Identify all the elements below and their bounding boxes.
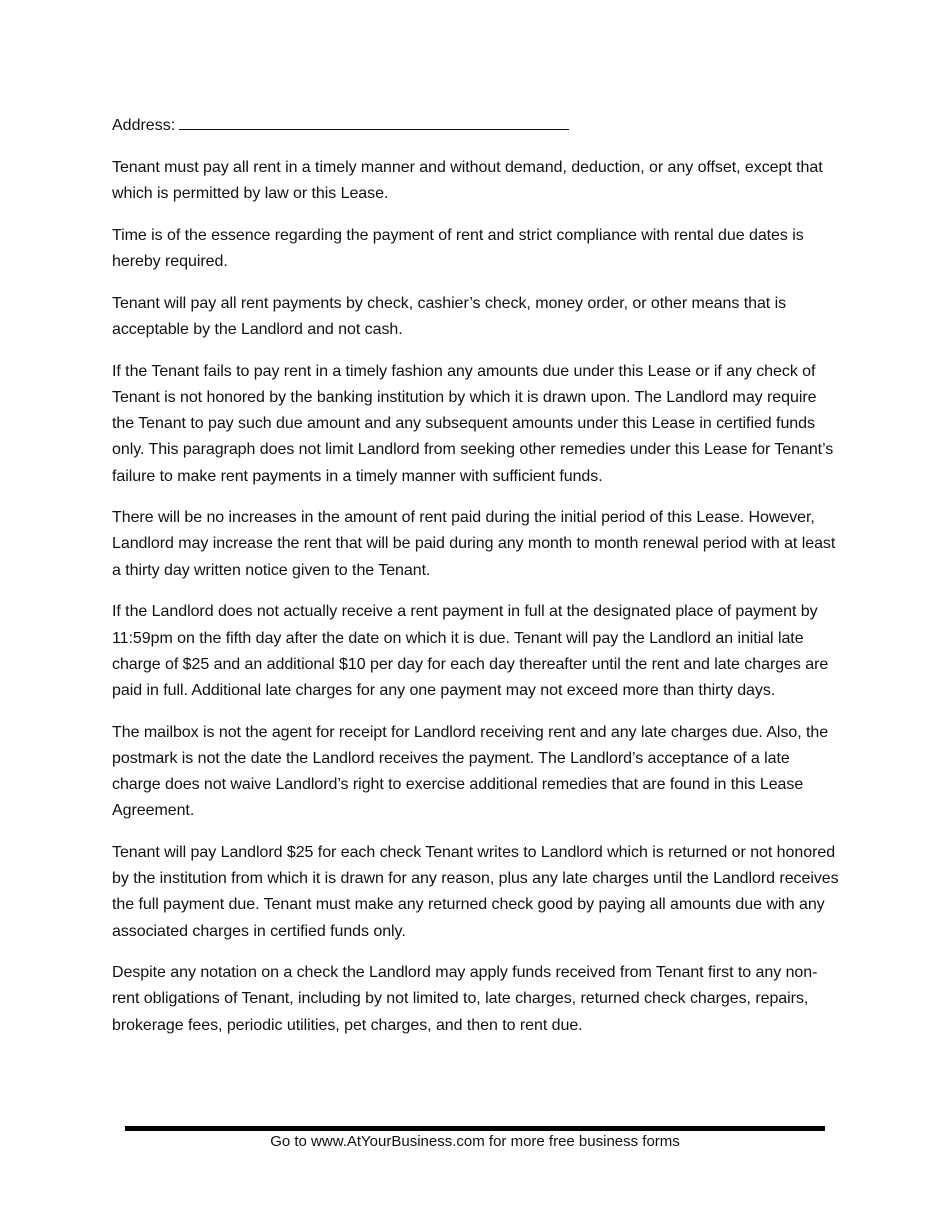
- paragraph-rent-increases: There will be no increases in the amount of rent paid during the initial period of this Lease. However, Landlord may increase the rent that will be paid during any month to month renewal period with at least a thirty day written notice given to the Tenant.: [112, 509, 836, 579]
- paragraph-application-of-funds: Despite any notation on a check the Landlord may apply funds received from Tenant first to any non-rent obligations of Tenant, including by not limited to, late charges, returned check charges, repairs, brokerage fees, periodic utilities, pet charges, and then to rent due.: [112, 964, 818, 1034]
- address-label: Address:: [112, 117, 176, 134]
- paragraph-returned-checks: Tenant will pay Landlord $25 for each check Tenant writes to Landlord which is returned or not honored by the institution from which it is drawn for any reason, plus any late charges until the Landlord receives the full payment due. Tenant must make any returned check good by paying all amounts due with any associated charges in certified funds only.: [112, 843, 839, 940]
- paragraph-certified-funds: If the Tenant fails to pay rent in a timely fashion any amounts due under this Lease or if any check of Tenant is not honored by the banking institution by which it is drawn upon. The Landlord may require the Tenant to pay such due amount and any subsequent amounts under this Lease in certified funds only. This paragraph does not limit Landlord from seeking other remedies under this Lease for Tenant’s failure to make rent payments in a timely manner with sufficient funds.: [112, 362, 834, 485]
- paragraph-late-charges: If the Landlord does not actually receive a rent payment in full at the designated place of payment by 11:59pm on the fifth day after the date on which it is due. Tenant will pay the Landlord an initial late charge of $25 and an additional $10 per day for each day thereafter until the rent and late charges are paid in full. Additional late charges for any one payment may not exceed more than thirty days.: [112, 603, 829, 699]
- paragraph-time-of-essence: Time is of the essence regarding the payment of rent and strict compliance with rental due dates is hereby required.: [112, 226, 804, 271]
- document-body: [112, 112, 840, 1054]
- footer-divider: [125, 1126, 825, 1131]
- paragraph-timely-payment: Tenant must pay all rent in a timely manner and without demand, deduction, or any offset, except that which is permitted by law or this Lease.: [112, 159, 823, 203]
- paragraph-payment-methods: Tenant will pay all rent payments by check, cashier’s check, money order, or other means that is acceptable by the Landlord and not cash.: [112, 294, 787, 339]
- footer-note: Go to www.AtYourBusiness.com for more free business forms: [270, 1133, 680, 1150]
- address-field-row: [112, 112, 840, 138]
- address-blank-line: [179, 112, 569, 130]
- paragraph-mailbox-receipt: The mailbox is not the agent for receipt for Landlord receiving rent and any late charges due. Also, the postmark is not the date the Landlord receives the payment. The Landlord’s acceptance of a late charge does not waive Landlord’s right to exercise additional remedies that are found in this Lease Agreement.: [112, 723, 829, 820]
